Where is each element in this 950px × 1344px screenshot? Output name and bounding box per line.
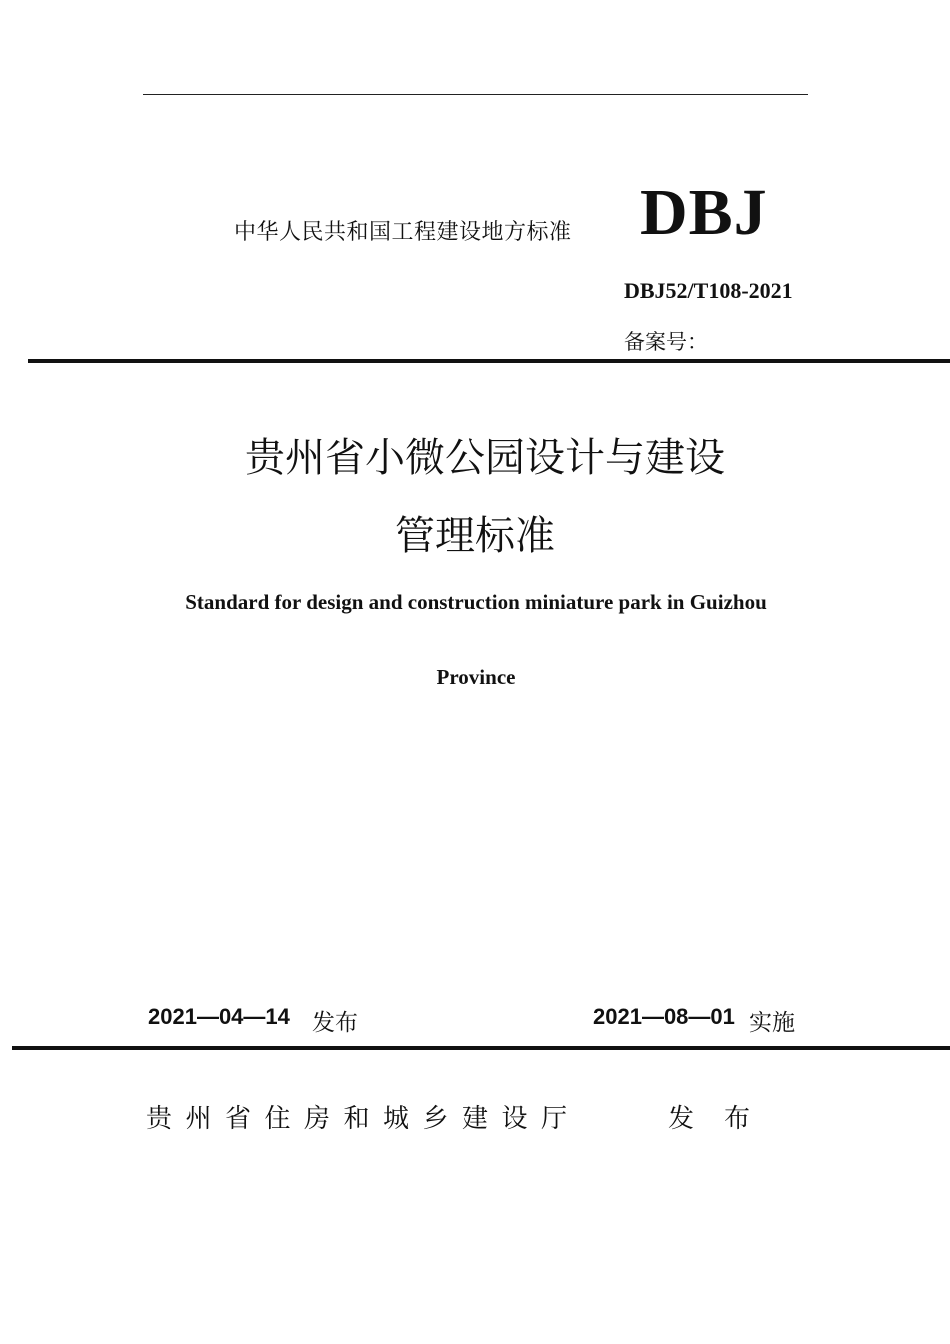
- issue-label: 发布: [312, 1010, 358, 1036]
- chinese-title-line2: 管理标准: [395, 513, 555, 559]
- publish-label: 发布: [668, 1104, 781, 1134]
- dbj-mark: DBJ: [640, 176, 768, 249]
- standard-category: 中华人民共和国工程建设地方标准: [234, 220, 572, 245]
- top-rule: [143, 94, 808, 95]
- record-number-label: 备案号：: [624, 330, 708, 354]
- english-title-line2: Province: [436, 665, 516, 689]
- footer-divider: [12, 1046, 950, 1050]
- publisher-name: 贵州省住房和城乡建设厅: [146, 1104, 581, 1134]
- issue-date: 2021—04—14: [148, 1004, 290, 1029]
- implementation-label: 实施: [749, 1010, 795, 1036]
- implementation-date: 2021—08—01: [593, 1004, 735, 1029]
- chinese-title-line1: 贵州省小微公园设计与建设: [245, 435, 725, 481]
- standard-number: DBJ52/T108-2021: [624, 278, 793, 303]
- header-divider: [28, 359, 950, 363]
- english-title-line1: Standard for design and construction miniature park in Guizhou: [185, 590, 767, 614]
